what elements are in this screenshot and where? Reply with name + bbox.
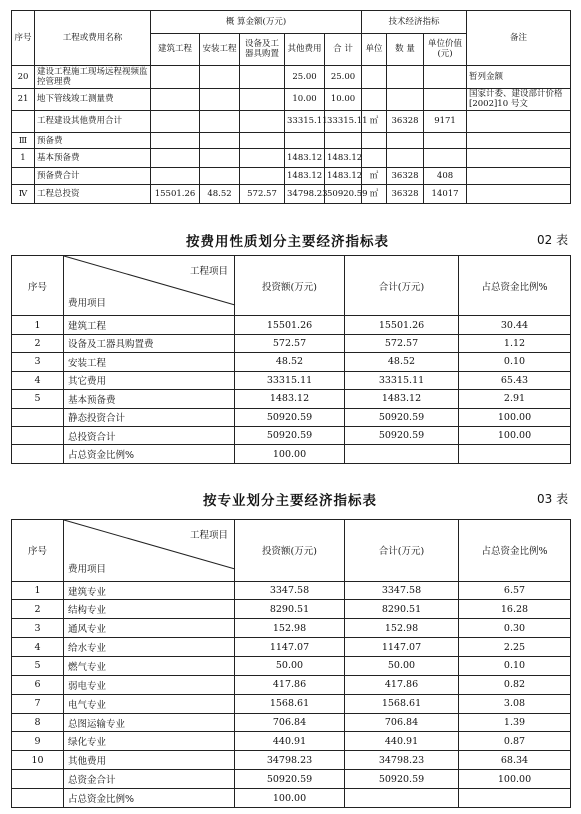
cell-total: 8290.51	[345, 600, 459, 619]
cell-invest: 48.52	[235, 353, 345, 371]
cell-name: 建设工程施工现场远程视频监控管理费	[35, 65, 151, 88]
table-row	[12, 371, 571, 389]
cell-total: 1483.12	[345, 390, 459, 408]
table-row	[12, 581, 571, 600]
cell-item: 绿化专业	[64, 732, 235, 751]
cell-seq: 4	[12, 371, 64, 389]
cell-seq: 1	[12, 149, 35, 168]
table2-title: 按费用性质划分主要经济指标表	[186, 234, 389, 250]
cell-total: 25.00	[325, 65, 362, 88]
cell-qty: 36328	[387, 168, 424, 185]
cell-name: 工程总投资	[35, 185, 151, 204]
cell-invest: 33315.11	[235, 371, 345, 389]
cell-ratio: 100.00	[459, 770, 571, 789]
cell-seq	[12, 770, 64, 789]
cell-ratio: 16.28	[459, 600, 571, 619]
cell-qty	[387, 65, 424, 88]
cell-invest: 152.98	[235, 619, 345, 638]
table-row	[12, 445, 571, 464]
cell-ratio: 6.57	[459, 581, 571, 600]
cell-seq: 7	[12, 694, 64, 713]
cost-nature-table	[11, 255, 571, 464]
cell-total: 34798.23	[345, 751, 459, 770]
cell-remark	[467, 149, 571, 168]
cell-seq: 21	[12, 88, 35, 110]
table-row	[12, 694, 571, 713]
cell-name: 基本预备费	[35, 149, 151, 168]
table2-number: 02 表	[537, 233, 569, 247]
cell-item: 总资金合计	[64, 770, 235, 789]
cell-unit	[362, 132, 387, 149]
t2-header-project: 工程项目	[189, 266, 228, 277]
cell-item: 静态投资合计	[64, 408, 235, 426]
header-total: 合 计	[325, 34, 362, 65]
cell-remark: 暂列金额	[467, 65, 571, 88]
table-row	[12, 751, 571, 770]
cell-total: 50920.59	[345, 408, 459, 426]
cell-ratio: 1.39	[459, 713, 571, 732]
cell-item: 总图运输专业	[64, 713, 235, 732]
cell-unit-price	[424, 88, 467, 110]
cell-item: 设备及工器具购置费	[64, 334, 235, 352]
t3-header-cost-item: 费用项目	[68, 563, 107, 575]
cell-building: 15501.26	[151, 185, 200, 204]
table-row	[12, 88, 571, 110]
cell-other: 25.00	[285, 65, 325, 88]
cell-total: 706.84	[345, 713, 459, 732]
cell-ratio: 0.10	[459, 657, 571, 676]
cell-item: 其他费用	[64, 751, 235, 770]
cell-qty: 36328	[387, 110, 424, 132]
cell-item: 建筑专业	[64, 581, 235, 600]
cell-invest: 440.91	[235, 732, 345, 751]
cell-invest: 100.00	[235, 789, 345, 808]
cell-equipment	[240, 149, 285, 168]
cell-other: 10.00	[285, 88, 325, 110]
cell-equipment	[240, 168, 285, 185]
cell-seq: Ⅳ	[12, 185, 35, 204]
cell-item: 安装工程	[64, 353, 235, 371]
cell-total	[325, 132, 362, 149]
cell-invest: 706.84	[235, 713, 345, 732]
cell-seq: 3	[12, 353, 64, 371]
cell-unit: ㎡	[362, 110, 387, 132]
table-row	[12, 316, 571, 334]
header-install: 安装工程	[200, 34, 240, 65]
t3-header-ratio: 占总资金比例%	[459, 520, 571, 582]
cell-name: 预备费	[35, 132, 151, 149]
cell-item: 占总资金比例%	[64, 445, 235, 464]
cell-total: 33315.11	[325, 110, 362, 132]
cell-total: 1483.12	[325, 149, 362, 168]
cell-ratio: 100.00	[459, 427, 571, 445]
header-seq: 序号	[12, 11, 35, 66]
cell-invest: 50.00	[235, 657, 345, 676]
cell-seq: 2	[12, 334, 64, 352]
cell-invest: 50920.59	[235, 770, 345, 789]
cell-item: 占总资金比例%	[64, 789, 235, 808]
cell-equipment	[240, 110, 285, 132]
budget-detail-table	[11, 10, 571, 204]
cell-total: 50920.59	[345, 770, 459, 789]
cell-total: 50.00	[345, 657, 459, 676]
header-tech-group: 技术经济指标	[362, 11, 467, 34]
cell-unit-price: 9171	[424, 110, 467, 132]
cell-other: 33315.11	[285, 110, 325, 132]
cell-seq: 4	[12, 638, 64, 657]
cell-building	[151, 149, 200, 168]
cell-seq	[12, 408, 64, 426]
cell-unit-price: 14017	[424, 185, 467, 204]
cell-unit-price: 408	[424, 168, 467, 185]
cell-name: 工程建设其他费用合计	[35, 110, 151, 132]
header-name: 工程或费用名称	[35, 11, 151, 66]
table-row	[12, 770, 571, 789]
cell-seq: Ⅲ	[12, 132, 35, 149]
cell-unit	[362, 149, 387, 168]
cell-seq: 1	[12, 316, 64, 334]
cell-item: 总投资合计	[64, 427, 235, 445]
cell-building	[151, 65, 200, 88]
table3-title: 按专业划分主要经济指标表	[203, 493, 377, 509]
cell-seq: 3	[12, 619, 64, 638]
cell-other: 34798.23	[285, 185, 325, 204]
cell-install	[200, 168, 240, 185]
header-qty: 数 量	[387, 34, 424, 65]
table-row	[12, 427, 571, 445]
header-building: 建筑工程	[151, 34, 200, 65]
cell-name: 地下管线竣工测量费	[35, 88, 151, 110]
cell-total: 50920.59	[345, 427, 459, 445]
cell-seq	[12, 445, 64, 464]
cell-total: 10.00	[325, 88, 362, 110]
cell-invest: 572.57	[235, 334, 345, 352]
cell-ratio: 30.44	[459, 316, 571, 334]
cell-equipment	[240, 88, 285, 110]
cell-total: 50920.59	[325, 185, 362, 204]
cell-building	[151, 168, 200, 185]
cell-other: 1483.12	[285, 149, 325, 168]
cell-qty: 36328	[387, 185, 424, 204]
t3-header-total: 合计(万元)	[345, 520, 459, 582]
cell-qty	[387, 132, 424, 149]
cell-seq: 9	[12, 732, 64, 751]
cell-ratio: 100.00	[459, 408, 571, 426]
t2-header-ratio: 占总资金比例%	[459, 256, 571, 316]
cell-item: 弱电专业	[64, 675, 235, 694]
cell-building	[151, 110, 200, 132]
header-unit: 单位	[362, 34, 387, 65]
cell-ratio: 3.08	[459, 694, 571, 713]
t3-header-diagonal	[64, 520, 235, 582]
cell-remark	[467, 132, 571, 149]
cell-invest: 8290.51	[235, 600, 345, 619]
cell-unit	[362, 65, 387, 88]
cell-other	[285, 132, 325, 149]
cell-invest: 50920.59	[235, 408, 345, 426]
cell-ratio	[459, 789, 571, 808]
cell-invest: 3347.58	[235, 581, 345, 600]
cell-ratio: 65.43	[459, 371, 571, 389]
cell-total: 15501.26	[345, 316, 459, 334]
table-row	[12, 149, 571, 168]
t3-header-invest: 投资额(万元)	[235, 520, 345, 582]
cell-total: 1568.61	[345, 694, 459, 713]
cell-invest: 50920.59	[235, 427, 345, 445]
cell-total: 417.86	[345, 675, 459, 694]
cell-invest: 1483.12	[235, 390, 345, 408]
cell-install: 48.52	[200, 185, 240, 204]
cell-unit	[362, 88, 387, 110]
table-row	[12, 132, 571, 149]
cell-qty	[387, 149, 424, 168]
t2-header-cost-item: 费用项目	[68, 298, 107, 310]
cell-item: 结构专业	[64, 600, 235, 619]
cell-equipment	[240, 65, 285, 88]
cell-total: 48.52	[345, 353, 459, 371]
table-row	[12, 334, 571, 352]
cell-remark	[467, 110, 571, 132]
table-row	[12, 713, 571, 732]
cell-ratio: 1.12	[459, 334, 571, 352]
cell-total: 1147.07	[345, 638, 459, 657]
table-row	[12, 408, 571, 426]
cell-seq	[12, 110, 35, 132]
cell-install	[200, 65, 240, 88]
header-budget-group: 概 算金额(万元)	[151, 11, 362, 34]
cell-invest: 417.86	[235, 675, 345, 694]
cell-remark	[467, 168, 571, 185]
t2-header-invest: 投资额(万元)	[235, 256, 345, 316]
table-row	[12, 619, 571, 638]
table-row	[12, 789, 571, 808]
cell-total: 152.98	[345, 619, 459, 638]
table-row	[12, 732, 571, 751]
table-row	[12, 110, 571, 132]
cell-ratio	[459, 445, 571, 464]
cell-item: 其它费用	[64, 371, 235, 389]
cell-total: 440.91	[345, 732, 459, 751]
cell-remark: 国家计委、建设部计价格[2002]10 号文	[467, 88, 571, 110]
cell-install	[200, 88, 240, 110]
t2-header-seq: 序号	[12, 256, 64, 316]
cell-ratio: 0.10	[459, 353, 571, 371]
cell-invest: 15501.26	[235, 316, 345, 334]
cell-total	[345, 445, 459, 464]
header-unit-price: 单位价值(元)	[424, 34, 467, 65]
cell-name: 预备费合计	[35, 168, 151, 185]
cell-other: 1483.12	[285, 168, 325, 185]
cell-invest: 34798.23	[235, 751, 345, 770]
cell-seq: 10	[12, 751, 64, 770]
cell-total: 33315.11	[345, 371, 459, 389]
table-row	[12, 675, 571, 694]
cell-total	[345, 789, 459, 808]
cell-seq: 2	[12, 600, 64, 619]
cell-equipment	[240, 132, 285, 149]
cell-building	[151, 132, 200, 149]
table-row	[12, 390, 571, 408]
cell-item: 基本预备费	[64, 390, 235, 408]
cell-ratio: 0.87	[459, 732, 571, 751]
cell-seq	[12, 168, 35, 185]
discipline-table	[11, 519, 571, 808]
cell-unit: ㎡	[362, 185, 387, 204]
cell-item: 燃气专业	[64, 657, 235, 676]
cell-seq: 6	[12, 675, 64, 694]
header-other: 其他费用	[285, 34, 325, 65]
cell-seq: 1	[12, 581, 64, 600]
cell-ratio: 2.25	[459, 638, 571, 657]
cell-seq	[12, 427, 64, 445]
cell-seq: 20	[12, 65, 35, 88]
cell-seq: 5	[12, 657, 64, 676]
header-equipment: 设备及工器具购置	[240, 34, 285, 65]
table-row	[12, 353, 571, 371]
cell-total: 1483.12	[325, 168, 362, 185]
cell-install	[200, 149, 240, 168]
table-row	[12, 600, 571, 619]
cell-unit: ㎡	[362, 168, 387, 185]
table-row	[12, 638, 571, 657]
cell-unit-price	[424, 132, 467, 149]
cell-invest: 1147.07	[235, 638, 345, 657]
cell-item: 建筑工程	[64, 316, 235, 334]
cell-ratio: 2.91	[459, 390, 571, 408]
cell-ratio: 68.34	[459, 751, 571, 770]
cell-remark	[467, 185, 571, 204]
cell-building	[151, 88, 200, 110]
cell-invest: 1568.61	[235, 694, 345, 713]
cell-qty	[387, 88, 424, 110]
cell-unit-price	[424, 65, 467, 88]
cell-install	[200, 110, 240, 132]
header-remark: 备注	[467, 11, 571, 66]
cell-total: 572.57	[345, 334, 459, 352]
t3-header-seq: 序号	[12, 520, 64, 582]
cell-ratio: 0.30	[459, 619, 571, 638]
cell-unit-price	[424, 149, 467, 168]
table-row	[12, 185, 571, 204]
cell-invest: 100.00	[235, 445, 345, 464]
cell-seq: 8	[12, 713, 64, 732]
t2-header-diagonal	[64, 256, 235, 316]
cell-ratio: 0.82	[459, 675, 571, 694]
cell-seq: 5	[12, 390, 64, 408]
cell-total: 3347.58	[345, 581, 459, 600]
cell-equipment: 572.57	[240, 185, 285, 204]
table-row	[12, 657, 571, 676]
table3-number: 03 表	[537, 492, 569, 506]
t3-header-project: 工程项目	[189, 530, 228, 541]
cell-seq	[12, 789, 64, 808]
table-row	[12, 168, 571, 185]
table-row	[12, 65, 571, 88]
t2-header-total: 合计(万元)	[345, 256, 459, 316]
cell-item: 通风专业	[64, 619, 235, 638]
cell-install	[200, 132, 240, 149]
cell-item: 电气专业	[64, 694, 235, 713]
cell-item: 给水专业	[64, 638, 235, 657]
